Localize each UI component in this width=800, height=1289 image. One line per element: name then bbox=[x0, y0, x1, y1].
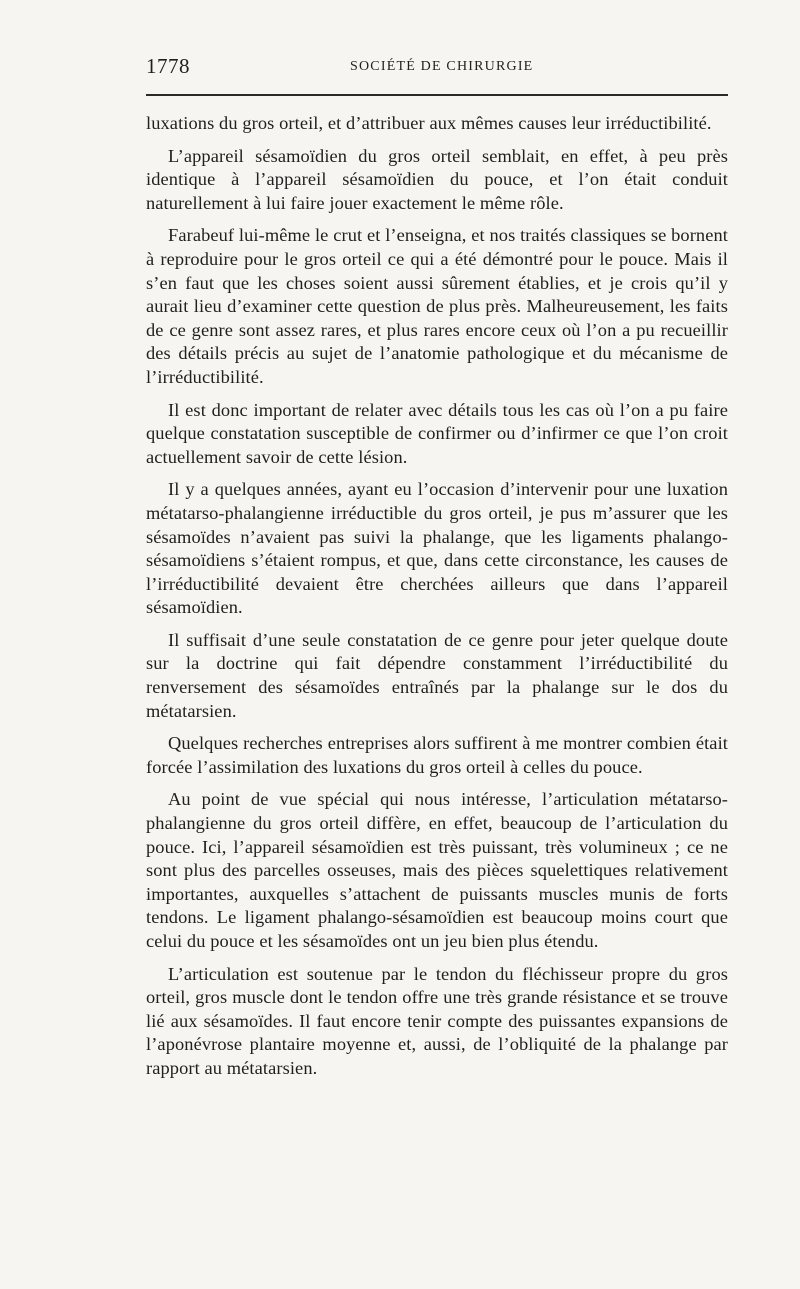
page-number: 1778 bbox=[146, 54, 190, 78]
running-header bbox=[146, 54, 728, 84]
book-page bbox=[146, 54, 728, 1090]
paragraph: Farabeuf lui-même le crut et l’enseigna, et nos traités classiques se bornent à reproduire pour le gros orteil ce qui a été démontré pour le pouce. Mais il s’en faut que les choses soient aussi sûrement établies, et je crois qu’il y aurait lieu d’examiner cette question de plus près. Malheureusement, les faits de ce genre sont assez rares, et plus rares encore ceux où l’on a pu recueillir des détails précis au sujet de l’anatomie pathologique et du mécanisme de l’irréductibilité. bbox=[146, 225, 728, 387]
paragraph: Il est donc important de relater avec détails tous les cas où l’on a pu faire quelque constatation susceptible de confirmer ou d’infirmer ce que l’on croit actuellement savoir de cette lésion. bbox=[146, 399, 728, 467]
paragraph: Quelques recherches entreprises alors suffirent à me montrer combien était forcée l’assimilation des luxations du gros orteil à celles du pouce. bbox=[146, 733, 728, 777]
paragraph: Il suffisait d’une seule constatation de ce genre pour jeter quelque doute sur la doctrine qui fait dépendre constamment l’irréductibilité du renversement des sésamoïdes entraînés par la phalange sur le dos du métatarsien. bbox=[146, 629, 728, 721]
paragraph: L’appareil sésamoïdien du gros orteil semblait, en effet, à peu près identique à l’appareil sésamoïdien du pouce, et l’on était conduit naturellement à lui faire jouer exactement le même rôle. bbox=[146, 145, 728, 213]
paragraph-continued: luxations du gros orteil, et d’attribuer aux mêmes causes leur irréductibilité. bbox=[146, 113, 712, 133]
body-text bbox=[146, 112, 728, 1081]
header-rule bbox=[146, 94, 728, 96]
paragraph: Il y a quelques années, ayant eu l’occasion d’intervenir pour une luxation métatarso-phalangienne irréductible du gros orteil, je pus m’assurer que les sésamoïdes n’avaient pas suivi la phalange, que les ligaments phalango-sésamoïdiens s’étaient rompus, et que, dans cette circonstance, les causes de l’irréductibilité devaient être cherchées ailleurs que dans l’appareil sésamoïdien. bbox=[146, 479, 728, 618]
journal-title: SOCIÉTÉ DE CHIRURGIE bbox=[350, 59, 534, 74]
paragraph: L’articulation est soutenue par le tendon du fléchisseur propre du gros orteil, gros muscle dont le tendon offre une très grande résistance et se trouve lié aux sésamoïdes. Il faut encore tenir compte des puissantes expansions de l’aponévrose plantaire moyenne et, aussi, de l’obliquité de la phalange par rapport au métatarsien. bbox=[146, 963, 728, 1078]
paragraph: Au point de vue spécial qui nous intéresse, l’articulation métatarso-phalangienne du gros orteil diffère, en effet, beaucoup de l’articulation du pouce. Ici, l’appareil sésamoïdien est très puissant, très volumineux ; ce ne sont plus des parcelles osseuses, mais des pièces squelettiques relativement importantes, auxquelles s’attachent de puissants muscles munis de forts tendons. Le ligament phalango-sésamoïdien est beaucoup moins court que celui du pouce et les sésamoïdes ont un jeu bien plus étendu. bbox=[146, 789, 728, 951]
